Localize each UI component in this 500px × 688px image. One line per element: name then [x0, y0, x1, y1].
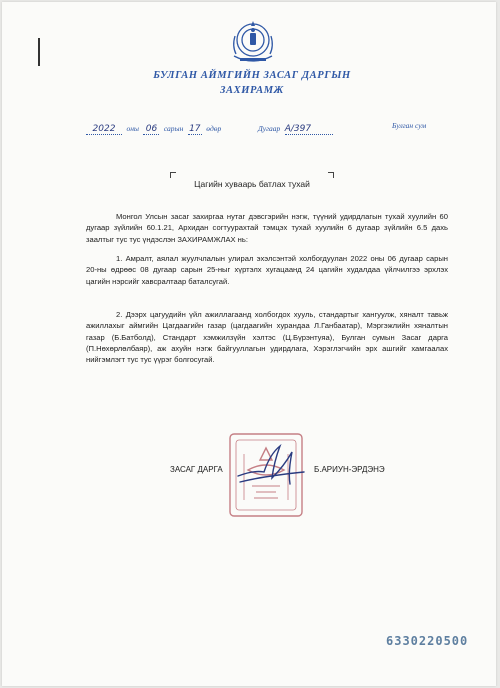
date-month: 06 — [143, 124, 159, 135]
date-year: 2022 — [86, 124, 122, 135]
decree-number — [258, 118, 333, 136]
org-title-line2: ЗАХИРАМЖ — [220, 85, 284, 96]
body-item-1: 1. Амралт, аялал жуулчлалын улирал эхэлсэнтэй холбогдуулан 2022 оны 06 дугаар сарын 20-ны өдрөөс 08 дугаар сарын 25-ныг хүртэлх хугацаанд 24 цагийн худалдаа үйлчилгээ эрхлэх цагийн нэрсийг хавсралтаар баталсугай. — [86, 254, 448, 286]
body-item-2: 2. Дээрх цагуудийн үйл ажиллагаанд холбогдох хууль, стандартыг хангуулж, хяналт тавьж ажиллахыг аймгийн Цагдаагийн газар (цагдаагийн хурандаа Л.Ганбаатар), Мэргэжлийн хяналтын газар (Б.Батболд), Стандарт хэмжилзүйн хэлтэс (Ц.Бүрэнтуяа), Булган сумын Засаг дарга (П.Нөхөрлөлбаяр), аж ахуйн нэгж байгууллагын удирдлага, Хэрэглэгчийн эрх ашгийг хамгаалах нийгэмлэгт тус тус үүрэг болгосугай. — [86, 310, 448, 365]
subject-corner-left-icon — [170, 172, 176, 178]
date-day: 17 — [189, 124, 201, 134]
body-intro: Монгол Улсын засаг захиргаа нутаг дэвсгэрийн нэгж, түүний удирдлагын тухай хуулийн 60 дугаар зүйлийн 60.1.21, Архидан согтуурахтай тэмцэх тухай хуулийн 6 дугаар зүйлийн 6.5 дахь заалтыг тус тус үндэслэн ЗАХИРАМЖЛАХ нь: — [86, 212, 448, 244]
date-year-suffix: оны — [126, 124, 140, 133]
date-month-suffix: сарын — [163, 124, 184, 133]
date-line — [86, 118, 221, 136]
handwritten-signature-icon — [234, 442, 314, 492]
decree-number-value: А/397 — [285, 124, 333, 135]
state-emblem-icon — [226, 16, 280, 68]
org-title-line1: БУЛГАН АЙМГИЙН ЗАСАГ ДАРГЫН — [153, 70, 351, 81]
date-day-suffix: өдөр — [206, 124, 222, 133]
subject-corner-right-icon — [328, 172, 334, 178]
document-serial-number: 6330220500 — [386, 634, 469, 648]
signatory-title: ЗАСАГ ДАРГА — [170, 465, 223, 474]
document-page — [2, 2, 496, 686]
decree-subject: Цагийн хуваарь батлах тухай — [194, 179, 310, 189]
issue-place: Булган сум — [392, 121, 427, 130]
decree-number-label: Дугаар — [258, 124, 281, 133]
margin-pen-mark — [38, 38, 40, 66]
signatory-name: Б.АРИУН-ЭРДЭНЭ — [314, 465, 385, 474]
